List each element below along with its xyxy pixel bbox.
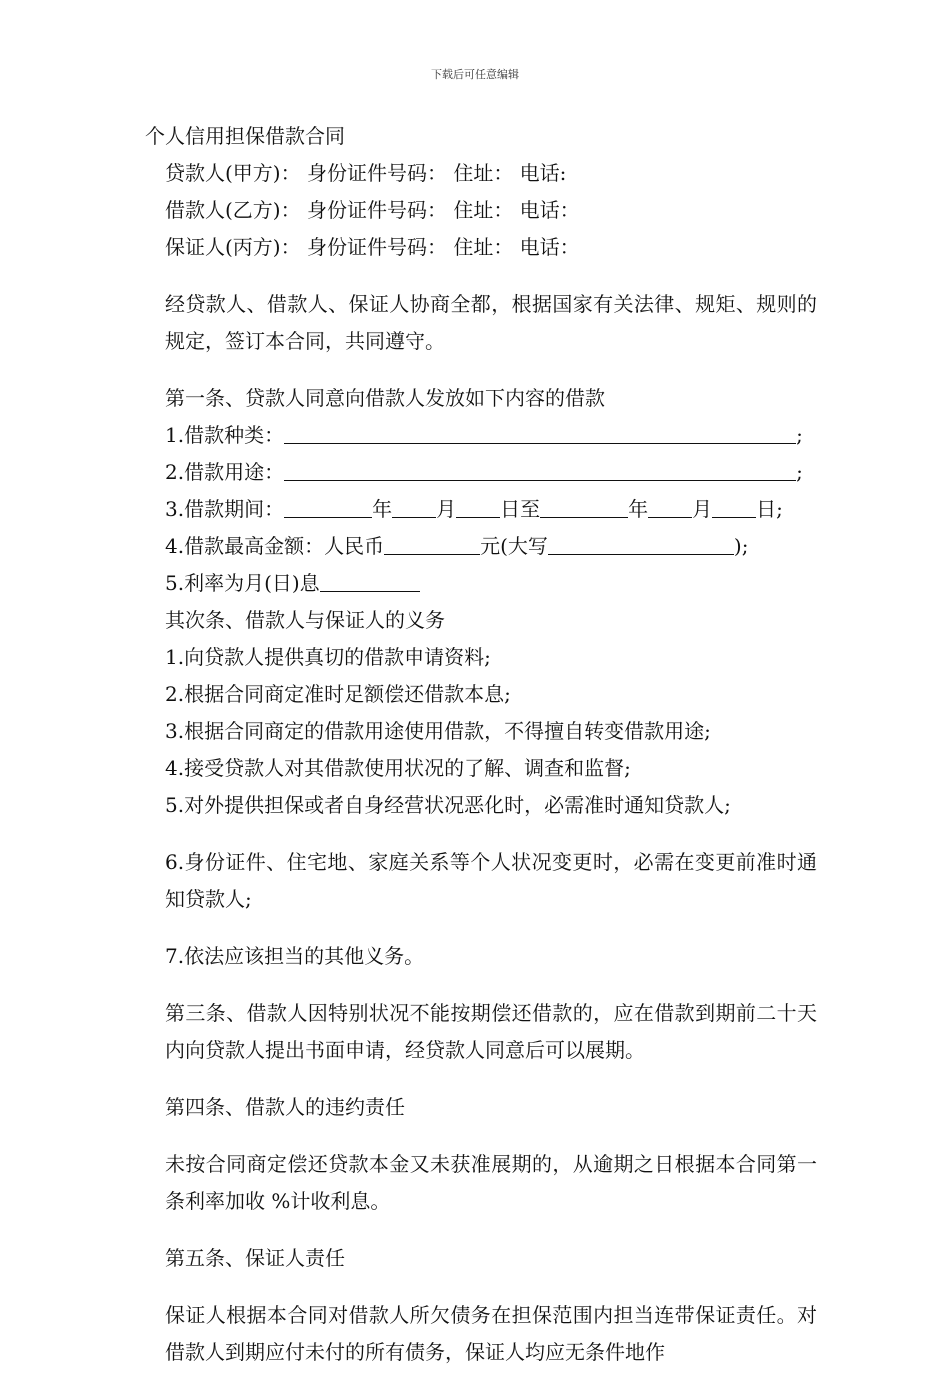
- party-borrower-line: 借款人(乙方)： 身份证件号码： 住址： 电话：: [165, 198, 580, 222]
- loan-amount-caps-label: 元(大写: [480, 534, 548, 558]
- obligation-6: 6.身份证件、住宅地、家庭关系等个人状况变更时，必需在变更前准时通知贷款人;: [165, 850, 817, 911]
- start-day-blank[interactable]: [456, 499, 500, 518]
- start-year-blank[interactable]: [284, 499, 372, 518]
- contract-title: 个人信用担保借款合同: [145, 124, 345, 148]
- loan-type-end: ;: [796, 423, 803, 447]
- page-header-note: 下载后可任意编辑: [431, 68, 519, 81]
- loan-max-amount-line: [145, 528, 817, 565]
- loan-period-line: [145, 491, 817, 528]
- interest-rate-line: [145, 565, 817, 602]
- obligation-2: 2.根据合同商定准时足额偿还借款本息;: [165, 682, 511, 706]
- end-day-unit: 日;: [756, 497, 783, 521]
- article-1-title: 第一条、贷款人同意向借款人发放如下内容的借款: [165, 386, 605, 410]
- article-3-paragraph: 第三条、借款人因特别状况不能按期偿还借款的，应在借款到期前二十天内向贷款人提出书面申请，经贷款人同意后可以展期。: [165, 1001, 817, 1062]
- start-year-unit: 年: [372, 497, 393, 521]
- obligation-4: 4.接受贷款人对其借款使用状况的了解、调查和监督;: [165, 756, 631, 780]
- obligation-5: 5.对外提供担保或者自身经营状况恶化时，必需准时通知贷款人;: [165, 793, 731, 817]
- loan-purpose-line: [145, 454, 817, 491]
- loan-type-blank[interactable]: [284, 425, 796, 444]
- start-month-unit: 月: [436, 497, 457, 521]
- loan-amount-caps-blank[interactable]: [548, 536, 734, 555]
- end-month-unit: 月: [692, 497, 713, 521]
- loan-amount-label: 4.借款最高金额：人民币: [165, 534, 385, 558]
- loan-purpose-label: 2.借款用途：: [165, 460, 285, 484]
- party-lender-line: 贷款人(甲方)： 身份证件号码： 住址： 电话:: [165, 161, 567, 185]
- obligation-7: 7.依法应该担当的其他义务。: [165, 944, 425, 968]
- loan-purpose-blank[interactable]: [284, 462, 796, 481]
- contract-body: [145, 118, 817, 1391]
- loan-amount-blank[interactable]: [384, 536, 480, 555]
- loan-purpose-end: ;: [796, 460, 803, 484]
- loan-type-line: [145, 417, 817, 454]
- article-5-title: 第五条、保证人责任: [165, 1246, 345, 1270]
- loan-period-label: 3.借款期间：: [165, 497, 285, 521]
- end-day-blank[interactable]: [712, 499, 756, 518]
- intro-paragraph: 经贷款人、借款人、保证人协商全都，根据国家有关法律、规矩、规则的规定，签订本合同，共同遵守。: [165, 292, 817, 353]
- interest-rate-blank[interactable]: [320, 573, 420, 592]
- interest-rate-label: 5.利率为月(日)息: [165, 571, 320, 595]
- start-day-unit: 日至: [500, 497, 541, 521]
- article-4-title: 第四条、借款人的违约责任: [165, 1095, 405, 1119]
- loan-amount-end: );: [733, 534, 749, 558]
- article-4-paragraph: 未按合同商定偿还贷款本金又未获准展期的，从逾期之日根据本合同第一条利率加收 %计收利息。: [165, 1152, 817, 1213]
- end-year-unit: 年: [628, 497, 649, 521]
- article-5-paragraph: 保证人根据本合同对借款人所欠债务在担保范围内担当连带保证责任。对借款人到期应付未付的所有债务，保证人均应无条件地作: [165, 1303, 817, 1364]
- end-month-blank[interactable]: [648, 499, 692, 518]
- obligation-1: 1.向贷款人提供真切的借款申请资料;: [165, 645, 491, 669]
- loan-type-label: 1.借款种类：: [165, 423, 285, 447]
- article-2-title: 其次条、借款人与保证人的义务: [165, 608, 445, 632]
- start-month-blank[interactable]: [392, 499, 436, 518]
- obligation-3: 3.根据合同商定的借款用途使用借款，不得擅自转变借款用途;: [165, 719, 711, 743]
- party-guarantor-line: 保证人(丙方)： 身份证件号码： 住址： 电话：: [165, 235, 580, 259]
- end-year-blank[interactable]: [540, 499, 628, 518]
